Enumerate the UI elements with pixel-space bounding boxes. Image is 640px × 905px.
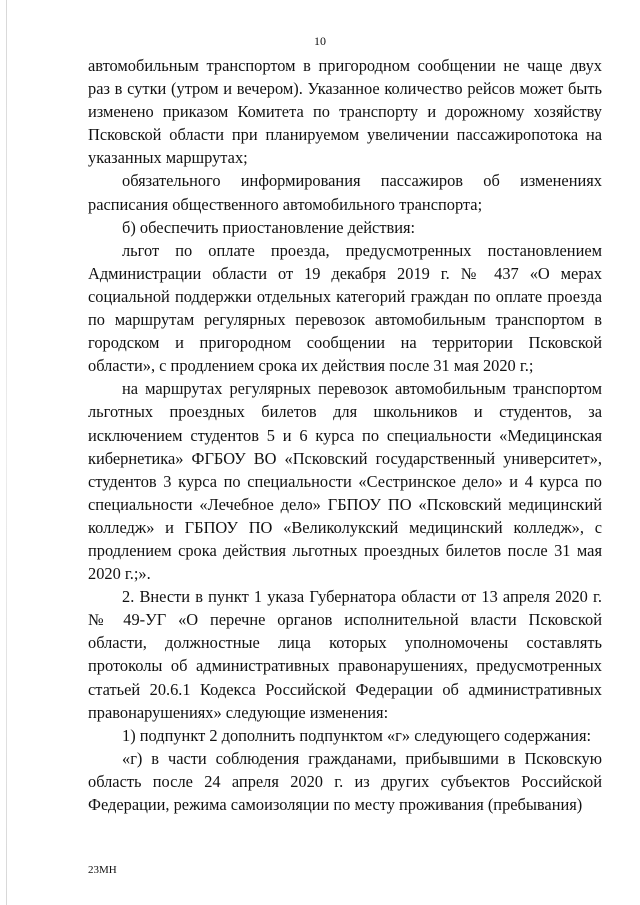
paragraph: «г) в части соблюдения гражданами, прибывшими в Псковскую область после 24 апреля 2020 г. из других субъектов Российской Федерации, режима самоизоляции по месту проживания (пребывания) [88, 748, 602, 814]
paragraph: б) обеспечить приостановление действия: [122, 217, 416, 237]
paragraph: льгот по оплате проезда, предусмотренных постановлением Администрации области от 19 декабря 2019 г. № 437 «О мерах социальной поддержки отдельных категорий граждан по оплате проезда по маршрутам регулярных перевозок автомобильным транспортом в городском и пригородном сообщении на территории Псковской области», с продлением срока их действия после 31 мая 2020 г.; [88, 240, 602, 376]
document-body [88, 54, 602, 816]
paragraph: на маршрутах регулярных перевозок автомобильным транспортом льготных проездных билетов для школьников и студентов, за исключением студентов 5 и 6 курса по специальности «Медицинская кибернетика» ФГБОУ ВО «Псковский государственный университет», студентов 3 курса по специальности «Сестринское дело» и 4 курса по специальности «Лечебное дело» ГБПОУ ПО «Псковский медицинский колледж» и ГБПОУ ПО «Великолукский медицинский колледж», с продлением срока действия льготных проездных билетов после 31 мая 2020 г.;». [88, 379, 602, 584]
paragraph: автомобильным транспортом в пригородном сообщении не чаще двух раз в сутки (утром и вечером). Указанное количество рейсов может быть изменено приказом Комитета по транспорту и дорожному хозяйству Псковской области при планируемом увеличении пассажиропотока на указанных маршрутах; [88, 56, 602, 168]
paragraph: обязательного информирования пассажиров об изменениях расписания общественного автомобильного транспорта; [88, 171, 602, 214]
paragraph: 1) подпункт 2 дополнить подпунктом «г» следующего содержания: [122, 725, 592, 745]
footer-code: 23МН [88, 864, 117, 876]
paragraph: 2. Внести в пункт 1 указа Губернатора области от 13 апреля 2020 г. № 49-УГ «О перечне органов исполнительной власти Псковской области, должностные лица которых уполномочены составлять протоколы об административных правонарушениях, предусмотренных статьей 20.6.1 Кодекса Российской Федерации об административных правонарушениях» следующие изменения: [88, 587, 602, 722]
scan-edge [6, 0, 7, 905]
page-number: 10 [314, 34, 326, 48]
